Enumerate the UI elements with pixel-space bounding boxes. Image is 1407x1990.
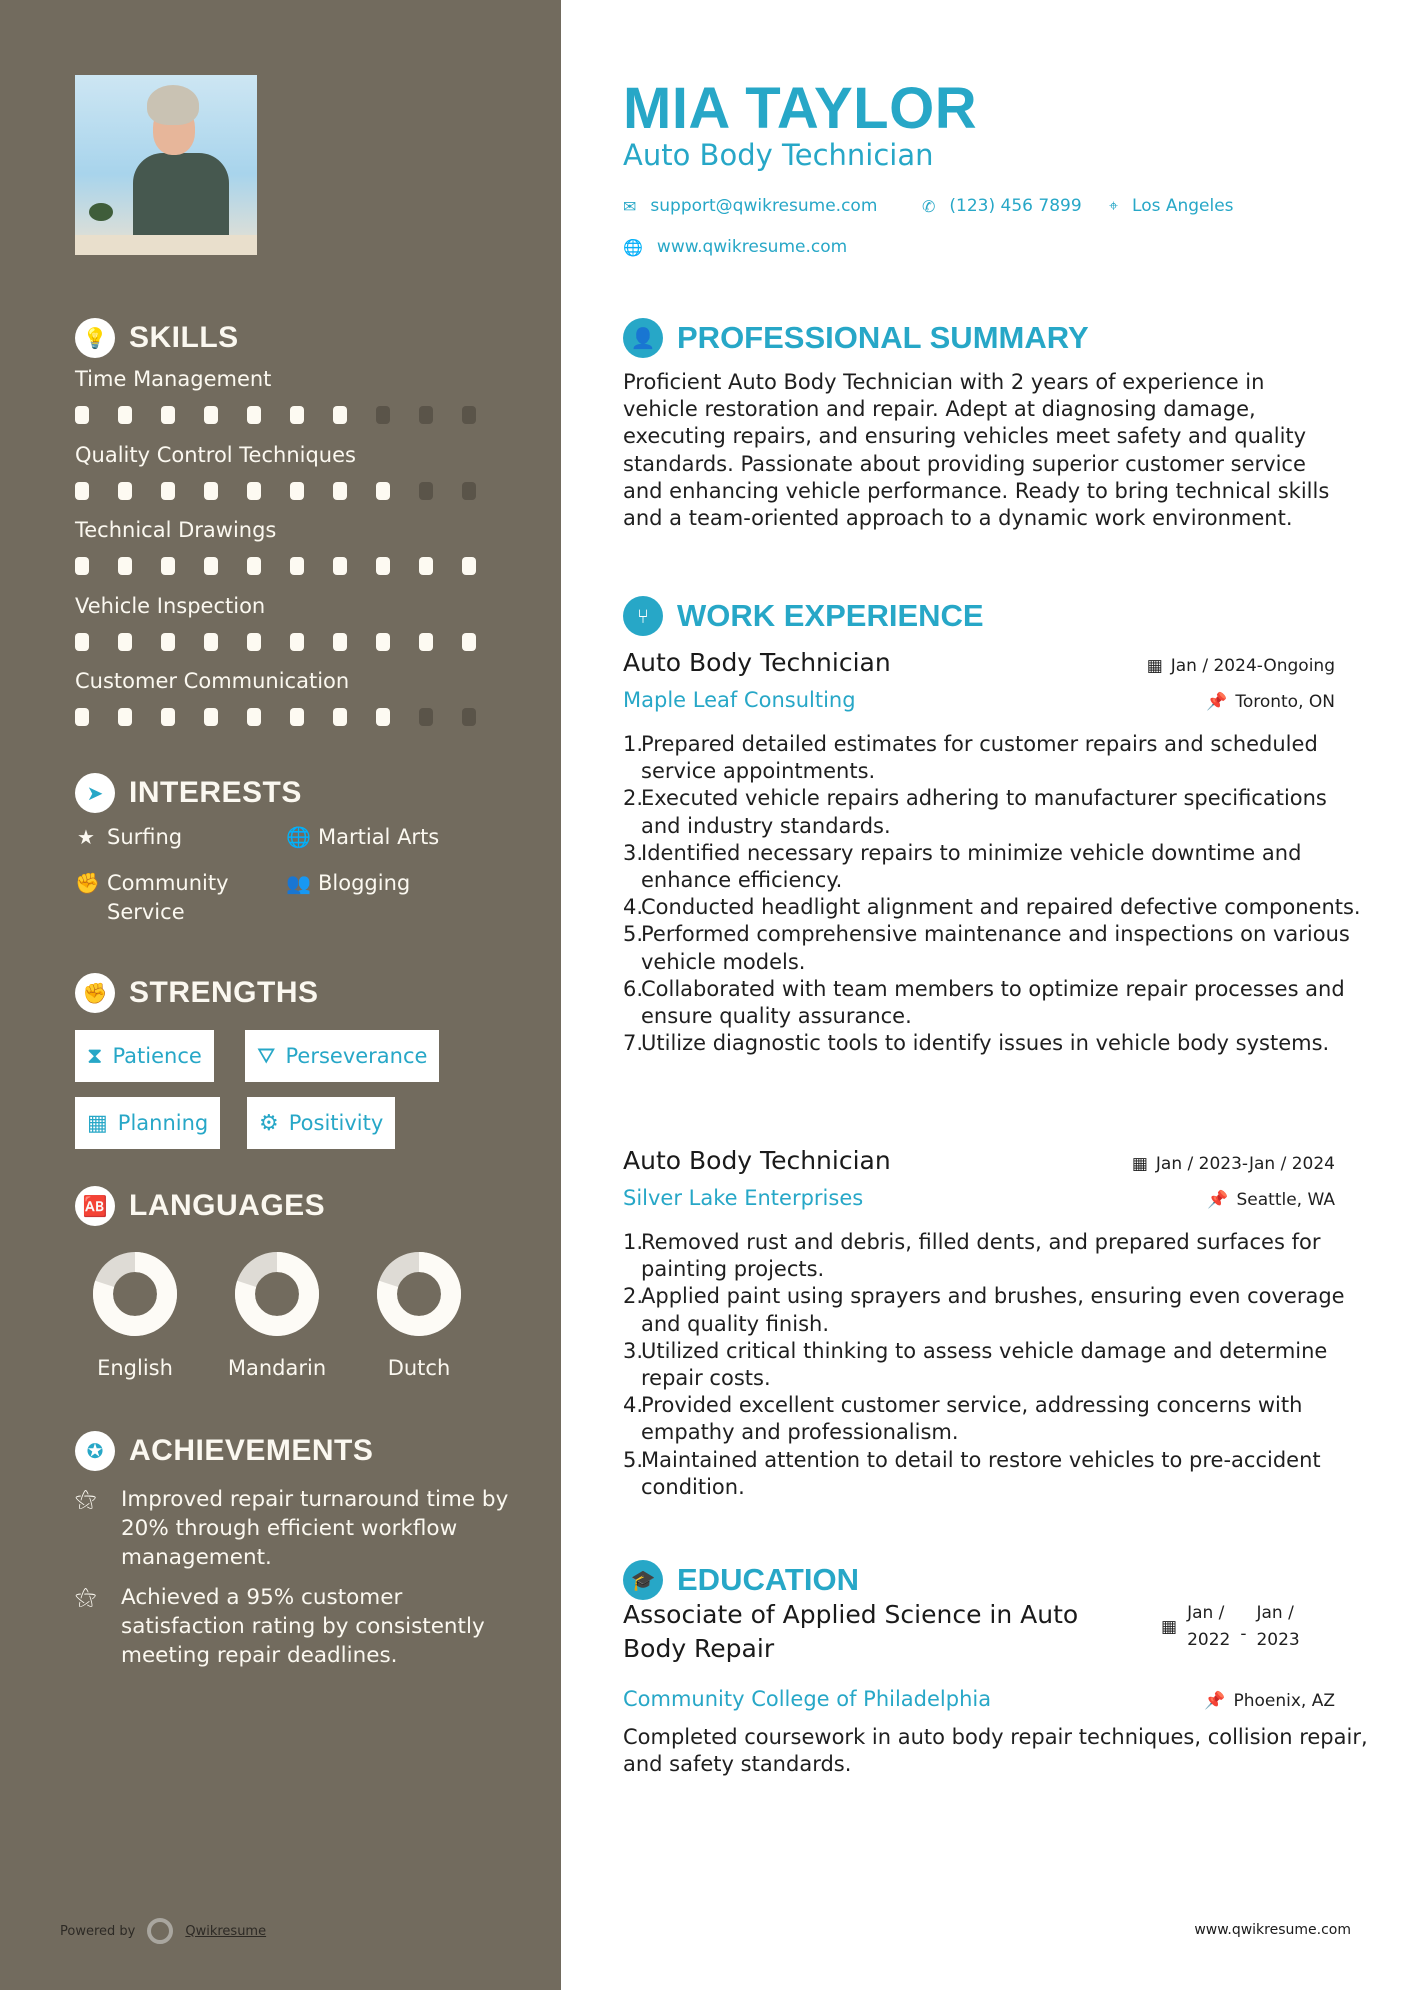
shooting-star-icon: ⚝	[75, 1487, 97, 1512]
rating-dot-filled	[333, 406, 347, 424]
interests-heading: ➤ INTERESTS	[75, 773, 302, 813]
skill-name: Technical Drawings	[75, 518, 277, 542]
rating-dot-filled	[462, 557, 476, 575]
rating-dot-empty	[462, 482, 476, 500]
rating-dot-filled	[333, 633, 347, 651]
contact-location: ⌖ Los Angeles	[1109, 196, 1234, 216]
rating-dot-empty	[376, 406, 390, 424]
duty-item: Executed vehicle repairs adhering to manufacturer specifications and industry standards.	[641, 786, 1327, 838]
calendar-icon: ▦	[1146, 656, 1163, 676]
globe-icon: 🌐	[623, 237, 643, 257]
rating-dot-filled	[161, 406, 175, 424]
duty-item: Performed comprehensive maintenance and inspections on various vehicle models.	[641, 922, 1350, 974]
skill-name: Customer Communication	[75, 669, 350, 693]
qwikresume-logo-icon	[147, 1918, 173, 1944]
contact-phone: ✆ (123) 456 7899	[922, 196, 1082, 216]
footer-website-link[interactable]: www.qwikresume.com	[1194, 1922, 1351, 1938]
rating-dot-filled	[118, 482, 132, 500]
calendar-icon: ▦	[1131, 1154, 1148, 1174]
skill-item	[75, 364, 505, 424]
pushpin-icon: 📌	[1204, 1691, 1226, 1711]
summary-heading: 👤 PROFESSIONAL SUMMARY	[623, 318, 1089, 358]
duty-item: Collaborated with team members to optimize repair processes and ensure quality assurance.	[641, 976, 1345, 1029]
interest-item: 👥 Blogging	[286, 869, 410, 898]
rating-dot-filled	[290, 482, 304, 500]
rating-dot-filled	[75, 633, 89, 651]
strengths-heading: ✊ STRENGTHS	[75, 973, 319, 1013]
language-item	[75, 1252, 195, 1380]
rating-dot-filled	[118, 708, 132, 726]
skill-name: Time Management	[75, 367, 272, 391]
job-dates: ▦ Jan / 2023-Jan / 2024	[1131, 1154, 1335, 1174]
pushpin-icon: 📌	[1207, 1190, 1229, 1210]
calendar-icon: ▦	[87, 1110, 108, 1136]
skill-item	[75, 591, 505, 651]
duty-item: Identified necessary repairs to minimize vehicle downtime and enhance efficiency.	[641, 840, 1302, 893]
calendar-icon: ▦	[1161, 1617, 1178, 1637]
contact-email[interactable]: ✉ support@qwikresume.com	[623, 196, 878, 216]
strength-tag: ⛛ Perseverance	[245, 1030, 439, 1082]
job-location: 📌 Toronto, ON	[1206, 692, 1335, 712]
users-icon: 👥	[286, 871, 311, 895]
user-icon: 👤	[623, 318, 663, 358]
education-heading: 🎓 EDUCATION	[623, 1560, 859, 1600]
language-donut-chart	[93, 1252, 177, 1336]
rating-dot-empty	[419, 406, 433, 424]
envelope-icon: ✉	[623, 196, 637, 216]
language-item	[359, 1252, 479, 1380]
language-label: English	[97, 1356, 173, 1380]
skill-item	[75, 440, 505, 500]
skill-rating	[75, 406, 505, 424]
rating-dot-filled	[75, 557, 89, 575]
candidate-name: MIA TAYLOR	[623, 76, 978, 141]
rating-dot-filled	[75, 406, 89, 424]
phone-icon: ✆	[922, 196, 936, 216]
education-dates: ▦ Jan / 2022 - Jan / 2023	[1161, 1603, 1300, 1650]
skill-rating	[75, 482, 505, 500]
job-company: Silver Lake Enterprises	[623, 1186, 864, 1210]
school: Community College of Philadelphia	[623, 1687, 992, 1711]
paper-plane-icon: ➤	[75, 773, 115, 813]
rating-dot-filled	[161, 633, 175, 651]
rating-dot-filled	[118, 406, 132, 424]
contact-website[interactable]: 🌐 www.qwikresume.com	[623, 237, 848, 257]
duty-item: Removed rust and debris, filled dents, and prepared surfaces for painting projects.	[641, 1230, 1321, 1282]
strength-tag: ⚙ Positivity	[247, 1097, 395, 1149]
fist-icon: ✊	[75, 871, 100, 895]
qwikresume-link[interactable]: Qwikresume	[185, 1923, 267, 1939]
rating-dot-filled	[204, 633, 218, 651]
job-dates: ▦ Jan / 2024-Ongoing	[1146, 656, 1335, 676]
education-location: 📌 Phoenix, AZ	[1204, 1691, 1335, 1711]
duty-item: Utilize diagnostic tools to identify issues in vehicle body systems.	[641, 1031, 1330, 1056]
star-icon: ★	[77, 825, 95, 849]
experience-heading: ⑂ WORK EXPERIENCE	[623, 596, 984, 636]
strength-tag: ⧗ Patience	[75, 1030, 214, 1082]
job-duties	[623, 731, 1363, 1057]
job-company: Maple Leaf Consulting	[623, 688, 856, 712]
language-item	[217, 1252, 337, 1380]
rating-dot-filled	[161, 708, 175, 726]
rating-dot-filled	[161, 482, 175, 500]
skill-rating	[75, 557, 505, 575]
rating-dot-filled	[462, 633, 476, 651]
graduate-icon: 🎓	[623, 1560, 663, 1600]
rating-dot-filled	[333, 557, 347, 575]
rating-dot-filled	[204, 708, 218, 726]
rating-dot-filled	[75, 708, 89, 726]
sun-icon: ⚙	[259, 1110, 279, 1136]
skill-rating	[75, 708, 505, 726]
lightbulb-icon: 💡	[75, 318, 115, 358]
rating-dot-filled	[118, 557, 132, 575]
language-label: Dutch	[387, 1356, 451, 1380]
duty-item: Maintained attention to detail to restore vehicles to pre-accident condition.	[641, 1447, 1321, 1499]
rating-dot-filled	[204, 406, 218, 424]
rating-dot-filled	[376, 482, 390, 500]
job-role: Auto Body Technician	[623, 1146, 891, 1175]
language-donut-chart	[377, 1252, 461, 1336]
skill-item	[75, 515, 505, 575]
achievement-item: ⚝ Improved repair turnaround time by 20% through efficient workflow management.	[75, 1487, 509, 1570]
summary-text: Proficient Auto Body Technician with 2 years of experience in vehicle restoration and repair. Adept at diagnosing damage, executing repairs, and ensuring vehicles meet safety and quality standards. Passionate about providing superior customer service and enhancing vehicle performance. Ready to bring technical skills and a team-oriented approach to a dynamic work environment.	[623, 370, 1330, 531]
rating-dot-empty	[419, 708, 433, 726]
candidate-title: Auto Body Technician	[623, 138, 934, 172]
rating-dot-filled	[75, 482, 89, 500]
job-role: Auto Body Technician	[623, 648, 891, 677]
duty-item: Conducted headlight alignment and repaired defective components.	[641, 895, 1361, 920]
rating-dot-filled	[161, 557, 175, 575]
profile-photo	[75, 75, 257, 255]
hourglass-icon: ⧗	[87, 1043, 103, 1069]
globe-icon: 🌐	[286, 825, 311, 849]
rating-dot-empty	[462, 406, 476, 424]
powered-by: Powered by Qwikresume	[60, 1918, 266, 1944]
road-icon: ⛛	[257, 1043, 276, 1069]
job-location: 📌 Seattle, WA	[1207, 1190, 1335, 1210]
main-content	[561, 0, 1407, 1990]
shooting-star-icon: ⚝	[75, 1585, 97, 1610]
rating-dot-empty	[419, 482, 433, 500]
duty-item: Utilized critical thinking to assess vehicle damage and determine repair costs.	[641, 1338, 1328, 1391]
rating-dot-filled	[247, 482, 261, 500]
rating-dot-filled	[118, 633, 132, 651]
duty-item: Applied paint using sprayers and brushes, ensuring even coverage and quality finish.	[641, 1284, 1345, 1336]
office-chair-icon: ⑂	[623, 596, 663, 636]
rating-dot-filled	[376, 708, 390, 726]
rating-dot-filled	[247, 633, 261, 651]
rating-dot-filled	[333, 482, 347, 500]
map-marker-icon: ⌖	[1109, 196, 1119, 215]
raised-fist-icon: ✊	[75, 973, 115, 1013]
rating-dot-filled	[247, 708, 261, 726]
rating-dot-filled	[290, 406, 304, 424]
pushpin-icon: 📌	[1206, 692, 1228, 712]
languages-heading: 🆎 LANGUAGES	[75, 1186, 325, 1226]
shooting-star-icon: ✪	[75, 1431, 115, 1471]
strength-tag: ▦ Planning	[75, 1097, 220, 1149]
rating-dot-filled	[204, 482, 218, 500]
translate-icon: 🆎	[75, 1186, 115, 1226]
language-donut-chart	[235, 1252, 319, 1336]
skill-rating	[75, 633, 505, 651]
duty-item: Prepared detailed estimates for customer repairs and scheduled service appointments.	[641, 732, 1318, 784]
job-duties	[623, 1229, 1363, 1501]
rating-dot-filled	[247, 557, 261, 575]
rating-dot-filled	[247, 406, 261, 424]
degree: Associate of Applied Science in Auto Body Repair	[623, 1600, 1079, 1663]
sidebar	[0, 0, 561, 1990]
interest-item: 🌐 Martial Arts	[286, 823, 439, 852]
skill-item	[75, 666, 505, 726]
duty-item: Provided excellent customer service, addressing concerns with empathy and professionalism.	[641, 1393, 1303, 1445]
skill-name: Vehicle Inspection	[75, 594, 266, 618]
achievement-item: ⚝ Achieved a 95% customer satisfaction rating by consistently meeting repair deadlines.	[75, 1585, 485, 1668]
rating-dot-filled	[333, 708, 347, 726]
rating-dot-filled	[290, 633, 304, 651]
rating-dot-empty	[462, 708, 476, 726]
rating-dot-filled	[419, 557, 433, 575]
rating-dot-filled	[376, 557, 390, 575]
rating-dot-filled	[290, 557, 304, 575]
rating-dot-filled	[376, 633, 390, 651]
rating-dot-filled	[290, 708, 304, 726]
interest-item: ★ Surfing	[75, 823, 182, 852]
education-description: Completed coursework in auto body repair techniques, collision repair, and safety standards.	[623, 1725, 1368, 1777]
skill-name: Quality Control Techniques	[75, 443, 356, 467]
rating-dot-filled	[419, 633, 433, 651]
achievements-heading: ✪ ACHIEVEMENTS	[75, 1431, 373, 1471]
rating-dot-filled	[204, 557, 218, 575]
interest-item: ✊ Community Service	[75, 869, 255, 927]
language-label: Mandarin	[227, 1356, 327, 1380]
skills-heading: 💡 SKILLS	[75, 318, 239, 358]
